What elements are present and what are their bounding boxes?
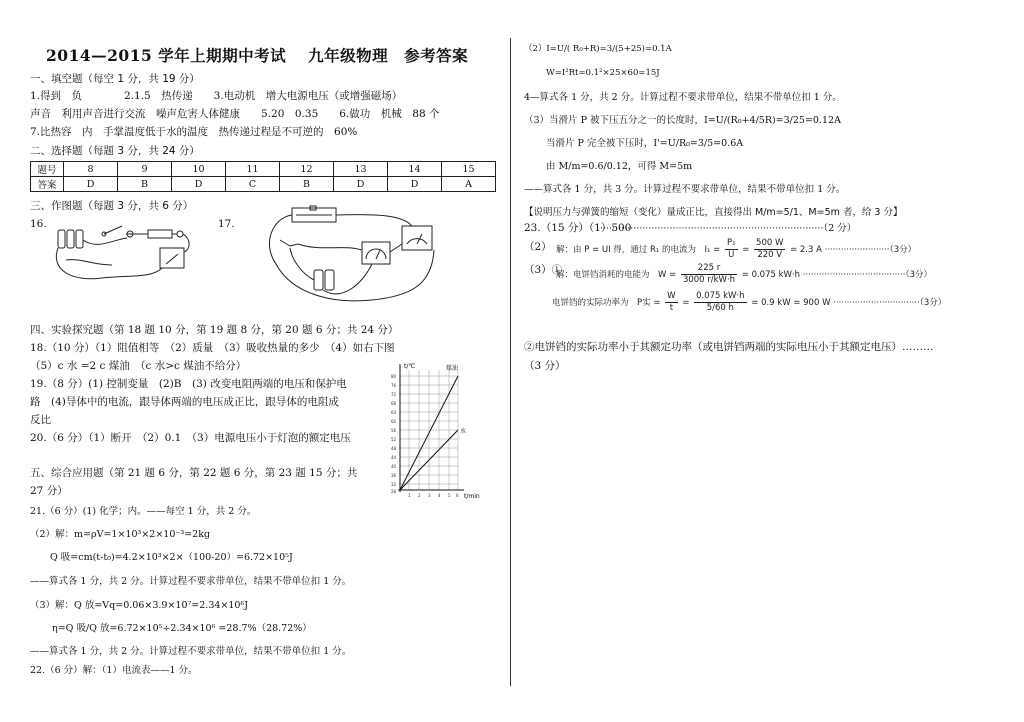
- numerator: 500 W: [756, 238, 784, 248]
- y-tick: 60: [391, 419, 397, 424]
- answer-line: 1.得到 负 2.1.5 热传递 3.电动机 增大电源电压（或增强磁场）: [30, 90, 403, 102]
- answer-line-prefix: （2）: [524, 241, 552, 253]
- x-tick: 5: [448, 493, 451, 498]
- table-cell: B: [118, 177, 172, 192]
- answer-line: （3）解：Q 放=Vq=0.06×3.9×10⁷=2.34×10⁶J: [30, 600, 249, 611]
- table-cell: 10: [172, 162, 226, 177]
- answer-line-prefix: （3）①: [524, 264, 563, 276]
- answer-line: 路 (4)导体中的电流，跟导体两端的电压成正比，跟导体的电阻成: [30, 396, 339, 408]
- answer-line: （3 分）: [524, 360, 566, 372]
- table-cell: 9: [118, 162, 172, 177]
- table-cell: 13: [334, 162, 388, 177]
- graph-x-label: t/min: [464, 493, 480, 500]
- fraction: [725, 238, 738, 261]
- answer-line: ②电饼铛的实际功率小于其额定功率（或电饼铛两端的实际电压小于其额定电压）………: [524, 341, 934, 353]
- fraction: [681, 263, 737, 286]
- equals: =: [682, 298, 690, 308]
- answer-line: 当滑片 P 完全被下压时，I'=U/R₀=3/5=0.6A: [546, 138, 744, 149]
- denominator: U: [728, 250, 735, 260]
- answer-line: ——算式各 1 分，共 2 分。计算过程不要求带单位，结果不带单位扣 1 分。: [30, 646, 352, 657]
- y-tick: 80: [391, 374, 397, 379]
- y-tick: 28: [391, 489, 397, 494]
- page-title: 2014—2015 学年上期期中考试 九年级物理 参考答案: [46, 46, 469, 65]
- answer-dots: ··········································································（2 分）: [600, 223, 857, 234]
- answer-line: （2）I=U/( R₀+R)=3/(5+25)=0.1A: [524, 44, 672, 54]
- table-header-cell: 答案: [31, 177, 64, 192]
- x-tick: 4: [438, 493, 441, 498]
- table-cell: D: [172, 177, 226, 192]
- label-16: 16.: [30, 218, 47, 230]
- answer-line: 22.（6 分）解：（1）电流表——1 分。: [30, 665, 198, 676]
- column-divider: [510, 38, 511, 686]
- answer-line: 声音 利用声音进行交流 噪声危害人体健康 5.20 0.35 6.做功 机械 88 个: [30, 108, 440, 120]
- section1-heading: 一、填空题（每空 1 分，共 19 分）: [30, 73, 200, 85]
- formula-power: [552, 291, 946, 314]
- graph-y-label: t/℃: [404, 363, 416, 370]
- result: = 0.9 kW = 900 W ································（3分）: [751, 298, 947, 308]
- y-tick: 48: [391, 446, 397, 451]
- x-tick: 1: [408, 493, 411, 498]
- temperature-graph: [390, 360, 486, 504]
- table-row: [31, 177, 496, 192]
- y-tick: 40: [391, 464, 397, 469]
- x-tick: 6: [456, 493, 459, 498]
- formula-text: 电饼铛的实际功率为 P实 =: [552, 298, 661, 308]
- answer-line: Q 吸=cm(t-t₀)=4.2×10³×2×（100-20）=6.72×10⁵J: [50, 552, 293, 563]
- section5-heading-cont: 27 分）: [30, 485, 68, 497]
- answer-line: 反比: [30, 414, 51, 426]
- denominator: 220 V: [757, 250, 783, 260]
- y-tick: 72: [391, 392, 397, 397]
- table-cell: 8: [64, 162, 118, 177]
- section3-heading: 三、作图题（每题 3 分，共 6 分）: [30, 200, 194, 212]
- answer-line: （2）解：m=ρV=1×10³×2×10⁻³=2kg: [30, 529, 211, 540]
- y-tick: 52: [391, 437, 397, 442]
- graph-oil-label: 煤油: [446, 365, 459, 372]
- y-tick: 64: [391, 410, 397, 415]
- table-cell: 12: [280, 162, 334, 177]
- circuit-figure-16: [52, 220, 202, 288]
- denominator: 5/60 h: [706, 303, 734, 313]
- y-tick: 76: [391, 383, 397, 388]
- result: = 0.075 kW·h ······································（3分）: [741, 270, 933, 280]
- circuit-figure-17: [262, 204, 457, 314]
- y-tick: 36: [391, 473, 397, 478]
- formula-text: 解：由 P = UI 得，通过 R₁ 的电流为 I₁ =: [556, 245, 721, 255]
- answer-line: 20.（6 分）（1）断开 （2）0.1 （3）电源电压小于灯泡的额定电压: [30, 432, 351, 444]
- table-cell: A: [442, 177, 496, 192]
- scoring-note: 【说明压力与弹簧的缩短（变化）量成正比，直接得出 M/m=5/1、M=5m 者，给 3 分】: [524, 207, 903, 218]
- answer-line: 18.（10 分）（1）阻值相等 （2）质量 （3）吸收热量的多少 （4）如右下图: [30, 342, 395, 354]
- answer-line: （5）c 水 =2 c 煤油 （c 水>c 煤油不给分）: [30, 360, 247, 372]
- fraction: [694, 291, 746, 314]
- answer-line: W=I²Rt=0.1²×25×60=15J: [546, 68, 660, 78]
- table-header-cell: 题号: [31, 162, 64, 177]
- table-cell: 11: [226, 162, 280, 177]
- numerator: 225 r: [681, 263, 737, 275]
- table-cell: B: [280, 177, 334, 192]
- formula-current: [556, 238, 916, 261]
- x-tick: 3: [428, 493, 431, 498]
- y-tick: 44: [391, 455, 397, 460]
- section4-heading: 四、实验探究题（第 18 题 10 分，第 19 题 8 分，第 20 题 6 分；共 24 分）: [30, 324, 399, 336]
- table-cell: C: [226, 177, 280, 192]
- answer-table: [30, 161, 496, 192]
- answer-line: 由 M/m=0.6/0.12，可得 M=5m: [546, 161, 693, 172]
- y-tick: 56: [391, 428, 397, 433]
- answer-line: 7.比热容 内 手掌温度低于水的温度 热传递过程是不可逆的 60%: [30, 126, 358, 138]
- answer-line: ——算式各 1 分，共 3 分。计算过程不要求带单位，结果不带单位扣 1 分。: [524, 184, 846, 195]
- table-cell: D: [334, 177, 388, 192]
- graph-water-label: 水: [460, 428, 467, 435]
- answer-line: η=Q 吸/Q 放=6.72×10⁵÷2.34×10⁶ =28.7%（28.72%）: [52, 623, 312, 634]
- y-tick: 32: [391, 482, 397, 487]
- answer-line: 23.（15 分）（1）500: [524, 222, 632, 234]
- denominator: 3000 r/kW·h: [682, 275, 736, 285]
- formula-text: 解：电饼铛消耗的电能为 W =: [556, 270, 677, 280]
- numerator: P₁: [726, 238, 736, 248]
- table-cell: 15: [442, 162, 496, 177]
- table-row: [31, 162, 496, 177]
- answer-line: 19.（8 分）(1) 控制变量 (2)B (3) 改变电阻两端的电压和保护电: [30, 378, 347, 390]
- table-cell: D: [64, 177, 118, 192]
- answer-line: 21.（6 分）(1) 化学；内。——每空 1 分，共 2 分。: [30, 506, 257, 517]
- result: = 2.3 A ························（3分）: [790, 245, 917, 255]
- section5-heading: 五、综合应用题（第 21 题 6 分，第 22 题 6 分，第 23 题 15 分；共: [30, 467, 358, 479]
- answer-line: （3）当滑片 P 被下压五分之一的长度时，I=U/(R₀+4/5R)=3/25=0.12A: [524, 115, 841, 126]
- x-tick: 2: [418, 493, 421, 498]
- answer-line: ——算式各 1 分，共 2 分。计算过程不要求带单位，结果不带单位扣 1 分。: [30, 576, 352, 587]
- label-17: 17.: [218, 218, 235, 230]
- fraction: [754, 238, 785, 261]
- answer-line: 4—算式各 1 分，共 2 分。计算过程不要求带单位，结果不带单位扣 1 分。: [524, 92, 842, 103]
- equals: =: [742, 245, 750, 255]
- section2-heading: 二、选择题（每题 3 分，共 24 分）: [30, 145, 200, 157]
- table-cell: 14: [388, 162, 442, 177]
- numerator: W: [667, 291, 676, 301]
- numerator: 0.075 kW·h: [696, 291, 745, 301]
- y-tick: 68: [391, 401, 397, 406]
- formula-energy: [556, 263, 932, 286]
- fraction: [665, 291, 677, 314]
- denominator: t: [669, 303, 674, 313]
- table-cell: D: [388, 177, 442, 192]
